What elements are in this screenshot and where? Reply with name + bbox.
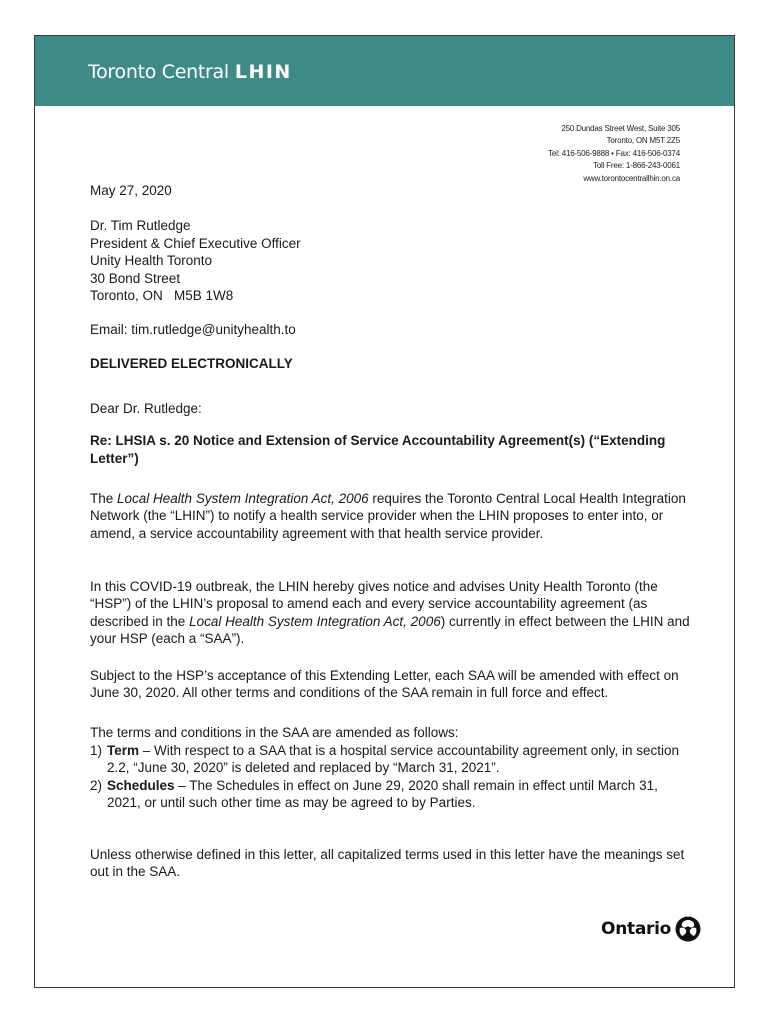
p1-text-start: The (90, 490, 118, 506)
address-toll-free: Toll Free: 1-866-243-0061 (592, 161, 680, 171)
list-item-text: – With respect to a SAA that is a hospital service accountability agreement only, in section 2.2, “June 30, 2020” is deleted and replaced by “March 31, 2021”. (107, 742, 680, 776)
recipient-block (90, 217, 690, 305)
subject-line: Re: LHSIA s. 20 Notice and Extension of Service Accountability Agreement(s) (“Extending Letter”) (90, 433, 666, 466)
list-item-text: – The Schedules in effect on June 29, 2020 shall remain in effect until March 31, 2021, or until such other time as may be agreed to by Parties. (107, 777, 658, 811)
list-item-number: 2) (90, 777, 103, 793)
recipient-email: Email: tim.rutledge@unityhealth.to (90, 322, 296, 337)
recipient-organization: Unity Health Toronto (90, 253, 213, 269)
amendment-terms-section (90, 724, 690, 812)
brand-acronym: LHIN (234, 61, 292, 83)
ontario-wordmark: Ontario (601, 919, 671, 939)
recipient-name: Dr. Tim Rutledge (90, 218, 191, 233)
address-city: Toronto, ON M5T 2Z5 (606, 136, 680, 146)
recipient-city: Toronto, ON M5B 1W8 (90, 288, 234, 304)
address-street: 250 Dundas Street West, Suite 305 (561, 124, 680, 133)
ontario-logo (601, 916, 701, 942)
paragraph-notice (90, 490, 690, 543)
salutation: Dear Dr. Rutledge: (90, 401, 202, 416)
p2-text-end: ) currently in effect between the LHIN and your HSP (each a “SAA”). (90, 613, 690, 647)
paragraph-covid-notice (90, 578, 690, 648)
paragraph-definitions: Unless otherwise defined in this letter, all capitalized terms used in this letter have the meanings set out in the SAA. (90, 846, 685, 880)
letter-date: May 27, 2020 (90, 183, 172, 198)
recipient-title: President & Chief Executive Officer (90, 235, 301, 251)
act-name-italic: Local Health System Integration Act, 2006 (189, 613, 441, 629)
list-item-label: Term (107, 742, 140, 758)
p1-text-end: requires the Toronto Central Local Health Integration Network (the “LHIN”) to notify a health service provider when the LHIN proposes to enter into, or amend, a service accountability agreement with that health service provider. (90, 490, 686, 541)
header-banner (35, 36, 734, 106)
recipient-street: 30 Bond Street (90, 270, 181, 286)
sender-address-block (548, 123, 680, 185)
terms-list (90, 742, 690, 812)
terms-intro: The terms and conditions in the SAA are amended as follows: (90, 725, 459, 740)
letter-page (34, 35, 735, 988)
list-item-number: 1) (90, 742, 103, 758)
paragraph-amendment-effect: Subject to the HSP’s acceptance of this Extending Letter, each SAA will be amended with effect on June 30, 2020. All other terms and conditions of the SAA remain in full force and effect. (90, 667, 679, 701)
address-phone-fax: Tel: 416-506-9888 • Fax: 416-506-0374 (548, 148, 680, 158)
brand-name: Toronto Central (88, 61, 229, 83)
list-item (90, 777, 690, 812)
trillium-icon (675, 916, 701, 942)
address-website: www.torontocentrallhin.on.ca (583, 173, 680, 183)
list-item (90, 742, 690, 777)
p2-text-start: In this COVID-19 outbreak, the LHIN hereby gives notice and advises Unity Health Toronto (the “HSP”) of the LHIN’s proposal to amend each and every service accountability agreement (as described in the (90, 578, 658, 629)
act-name-italic: Local Health System Integration Act, 2006 (117, 490, 369, 506)
list-item-label: Schedules (107, 777, 175, 793)
delivery-note: DELIVERED ELECTRONICALLY (90, 356, 293, 371)
brand-logo (88, 61, 292, 84)
